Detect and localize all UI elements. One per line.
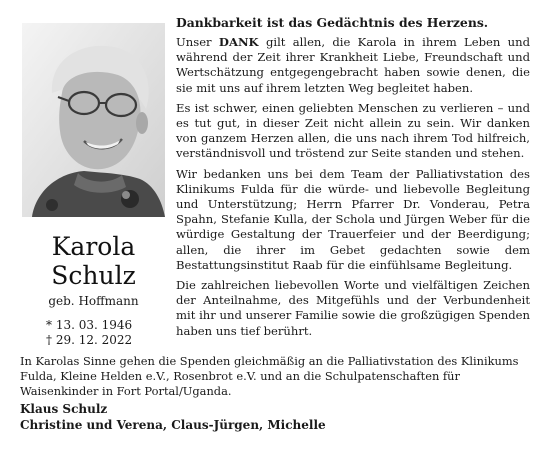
paragraph-1-bold: DANK [218, 35, 259, 49]
paragraph-1 [176, 35, 530, 96]
bottom-section [20, 354, 532, 433]
paragraph-3: Wir bedanken uns bei dem Team der Palliativstation des Klinikums Fulda für die würde- und liebevolle Begleitung und Unterstützung; Herrn Pfarrer Dr. Vonderau, Petra Spahn, Stefanie Kulla, der Schola und Jürgen Weber für die würdige Gestaltung der Trauerfeier und der Beerdigung; allen, die ihrer im Gebet gedachten sowie dem Bestattungsinstitut Raab für die einfühlsame Begleitung. [176, 166, 530, 272]
birth-date: * 13. 03. 1946 [46, 318, 133, 332]
paragraph-1-rest: gilt allen, die Karola in ihrem Leben und während der Zeit ihrer Krankheit Liebe, Freundschaft und Wertschätzung entgegengebracht haben sowie denen, die sie mit uns auf ihrem letzten Weg begleitet haben. [176, 35, 530, 95]
portrait-photo [22, 23, 165, 217]
paragraph-4: Die zahlreichen liebevollen Worte und vielfältigen Zeichen der Anteilnahme, des Mitgefühls und der Verbundenheit mit ihr und unserer Familie sowie die großzügigen Spenden haben uns tief berührt. [176, 278, 530, 338]
heading: Dankbarkeit ist das Gedächtnis des Herzens. [176, 15, 489, 30]
signature-line-2: Christine und Verena, Claus-Jürgen, Michelle [20, 417, 326, 432]
last-name: Schulz [51, 261, 136, 290]
donation-note: In Karolas Sinne gehen die Spenden gleichmäßig an die Palliativstation des Klinikums Fulda, Kleine Helden e.V., Rosenbrot e.V. und an die Schulpatenschaften für Waisenkinder in Fort Portal/Uganda. [20, 354, 519, 399]
deceased-name [22, 232, 165, 290]
birth-name: geb. Hoffmann [48, 294, 139, 308]
paragraph-1-prefix: Unser [176, 35, 219, 49]
thanks-column [176, 15, 530, 344]
paragraph-2: Es ist schwer, einen geliebten Menschen zu verlieren – und es tut gut, in dieser Zeit nicht allein zu sein. Wir danken von ganzem Herzen allen, die uns nach ihrem Tod hilfreich, verständnisvoll und tröstend zur Seite standen und stehen. [176, 100, 530, 161]
death-date: † 29. 12. 2022 [46, 333, 133, 347]
signature-line-1: Klaus Schulz [20, 401, 108, 416]
first-name: Karola [51, 232, 136, 261]
life-dates [46, 318, 166, 348]
